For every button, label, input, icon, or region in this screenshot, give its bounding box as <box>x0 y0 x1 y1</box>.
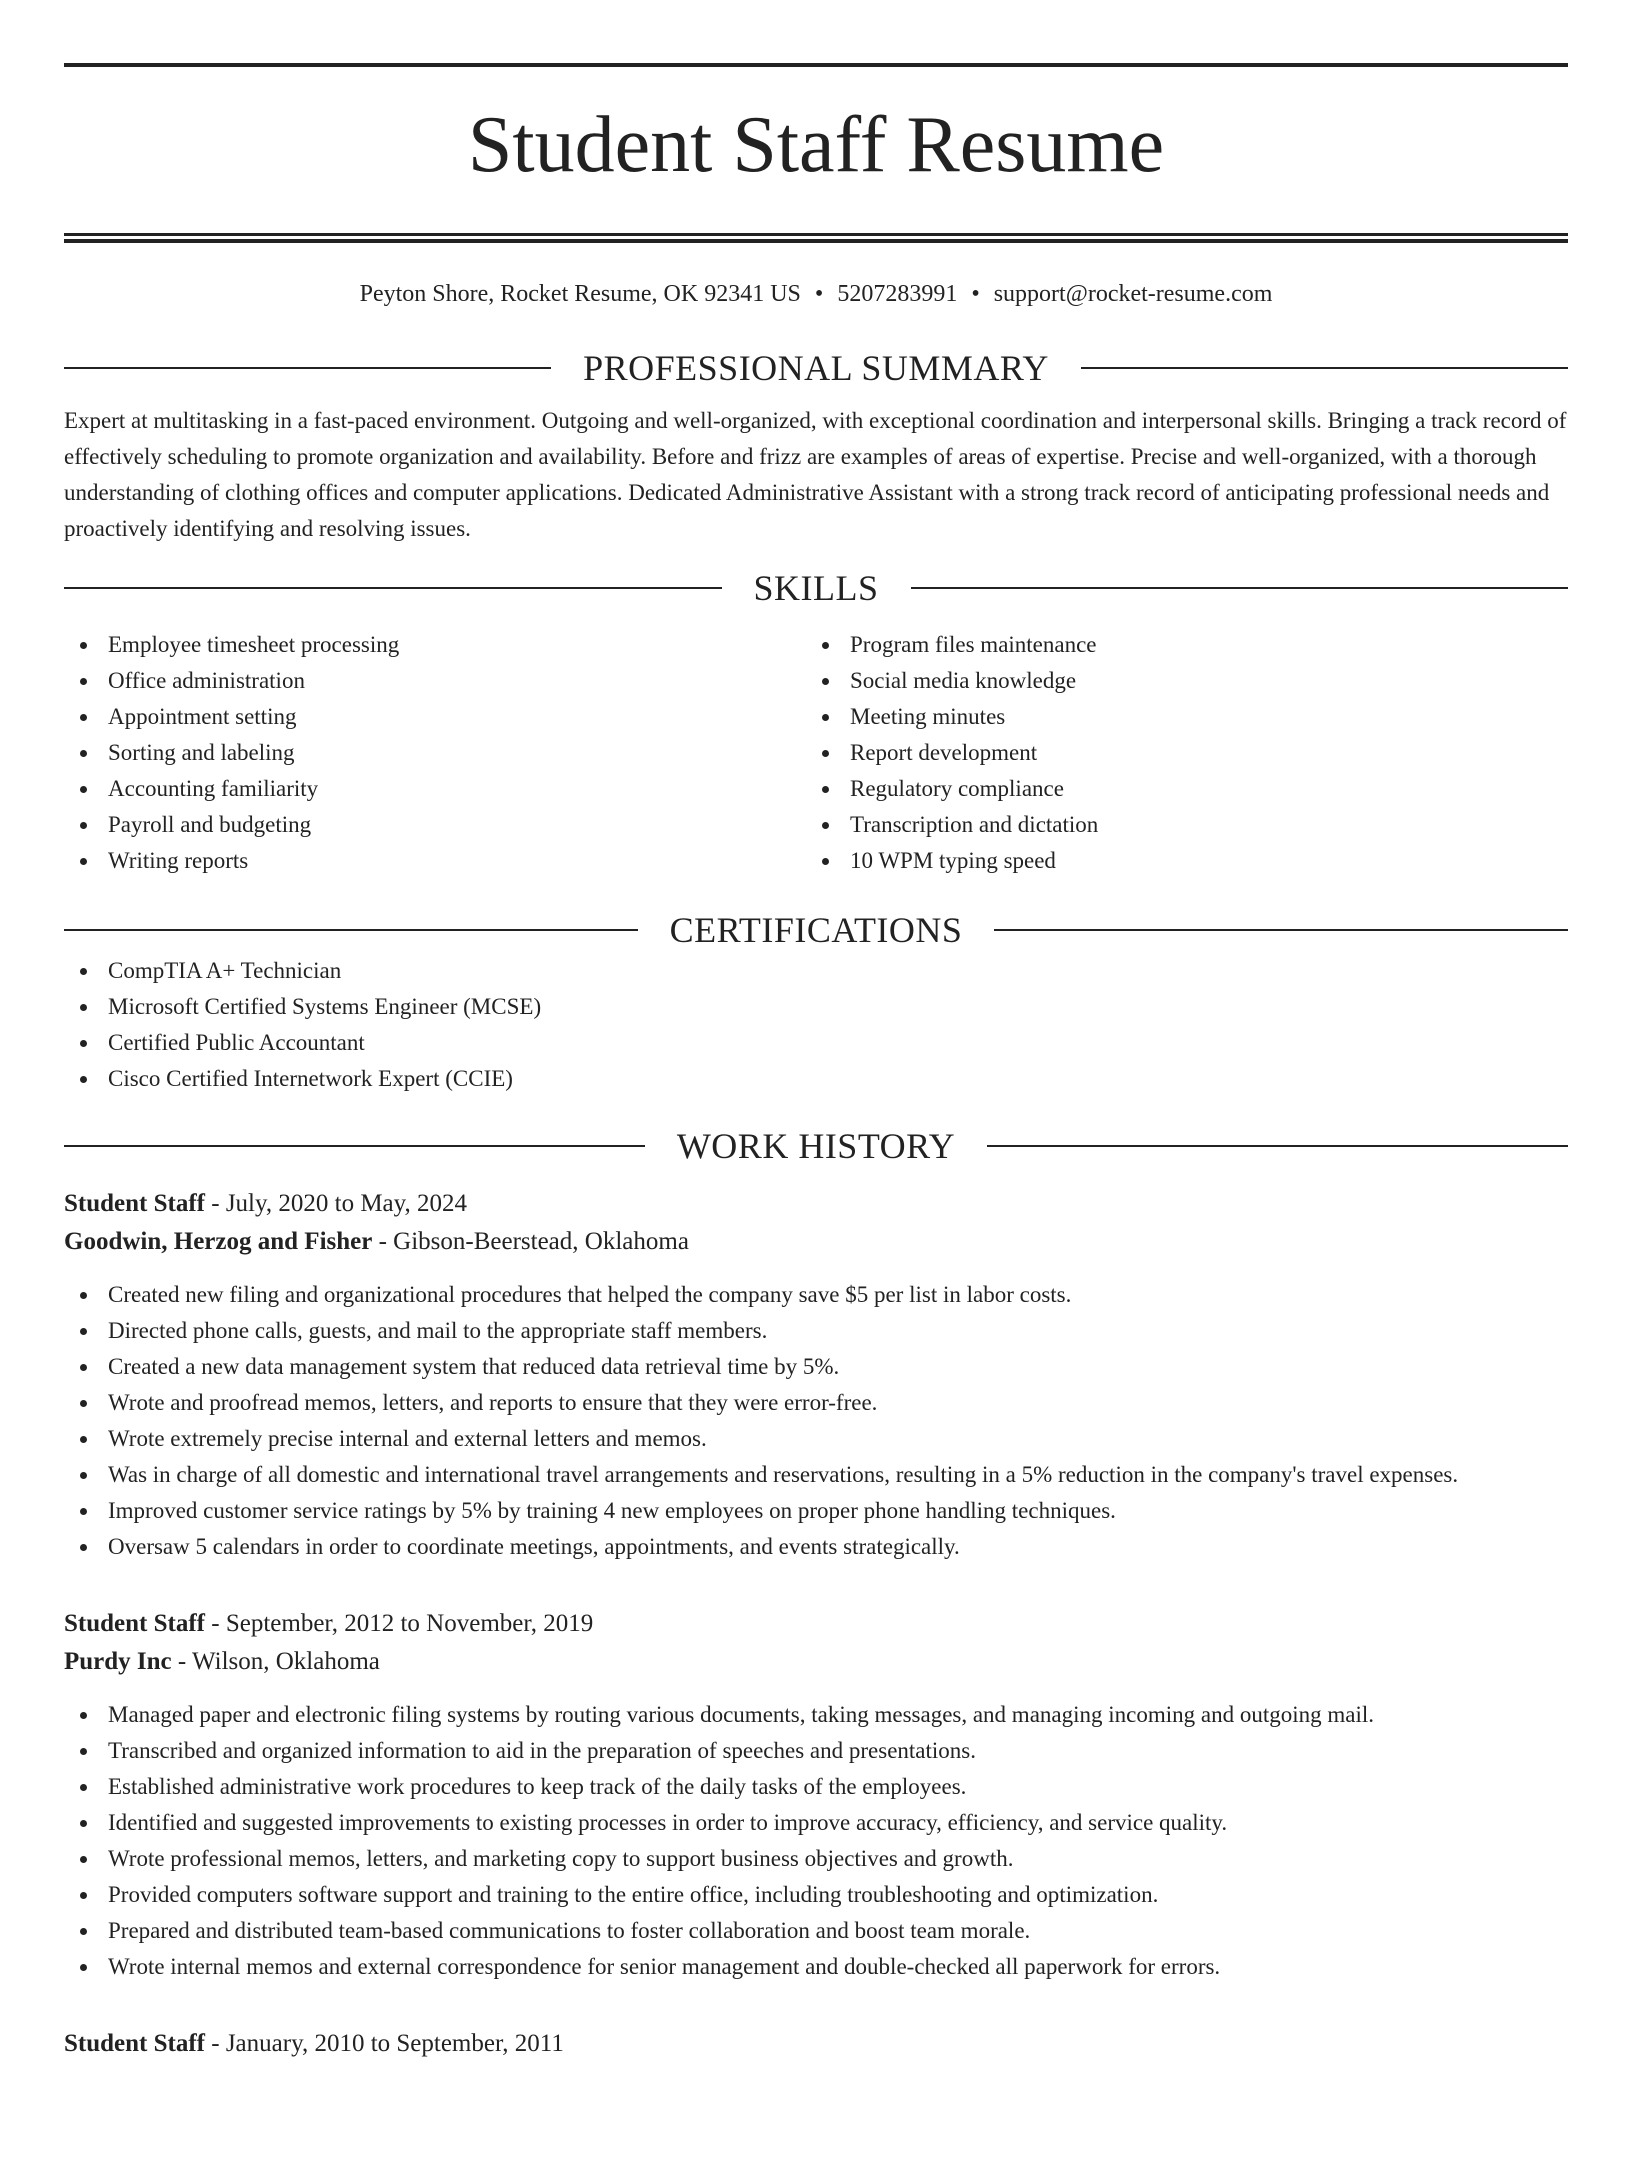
bullet-icon <box>822 678 829 685</box>
summary-text: Expert at multitasking in a fast-paced environment. Outgoing and well-organized, with exceptional coordination and interpersonal skills. Bringing a track record of effectively scheduling to promote organization and availability. Before and frizz are examples of areas of expertise. Precise and well-organized, with a thorough understanding of clothing offices and computer applications. Dedicated Administrative Assistant with a strong track record of anticipating professional needs and proactively identifying and resolving issues. <box>64 408 1567 541</box>
job-duty-item: Created new filing and organizational procedures that helped the company save $5 per list in labor costs. <box>64 1277 1568 1313</box>
resume-title: Student Staff Resume <box>467 101 1165 189</box>
skill-item: Transcription and dictation <box>806 807 1548 843</box>
skill-item: Writing reports <box>64 843 806 879</box>
job-duty-item: Wrote and proofread memos, letters, and reports to ensure that they were error-free. <box>64 1385 1568 1421</box>
resume-page <box>0 63 1632 2175</box>
contact-separator: • <box>971 281 980 307</box>
job-title: Student Staff <box>64 1610 205 1637</box>
bullet-icon <box>80 1076 87 1083</box>
contact-phone: 5207283991 <box>837 281 958 307</box>
job-dates: - September, 2012 to November, 2019 <box>205 1610 594 1637</box>
job-location: - Wilson, Oklahoma <box>171 1648 380 1675</box>
skills-left-column <box>64 627 806 879</box>
summary-section-heading <box>64 345 1568 391</box>
skills-section-heading <box>64 565 1568 611</box>
title-double-rule <box>64 233 1568 243</box>
bullet-icon <box>80 1892 87 1899</box>
skill-item: Sorting and labeling <box>64 735 806 771</box>
job-dates: - January, 2010 to September, 2011 <box>205 2030 564 2057</box>
skills-list-left <box>64 627 806 879</box>
job-duty-item: Wrote professional memos, letters, and marketing copy to support business objectives and growth. <box>64 1841 1568 1877</box>
bullet-icon <box>80 1748 87 1755</box>
contact-address: Peyton Shore, Rocket Resume, OK 92341 US <box>359 281 801 307</box>
bullet-icon <box>80 822 87 829</box>
job-title-line <box>64 1185 1568 1223</box>
skill-item: Office administration <box>64 663 806 699</box>
bullet-icon <box>80 1436 87 1443</box>
skills-right-column <box>806 627 1548 879</box>
section-title: SKILLS <box>753 568 879 608</box>
job-company-line <box>64 1643 1568 1681</box>
bullet-icon <box>80 858 87 865</box>
divider-line <box>994 929 1568 931</box>
contact-email: support@rocket-resume.com <box>993 281 1273 307</box>
job-entry <box>64 1605 1568 1985</box>
skill-item: Regulatory compliance <box>806 771 1548 807</box>
top-rule <box>64 63 1568 67</box>
divider-line <box>911 587 1569 589</box>
bullet-icon <box>80 1544 87 1551</box>
bullet-icon <box>80 1820 87 1827</box>
bullet-icon <box>80 1508 87 1515</box>
skills-columns <box>64 627 1568 879</box>
certifications-list <box>64 953 1568 1097</box>
certification-item: Microsoft Certified Systems Engineer (MCSE) <box>64 989 1568 1025</box>
bullet-icon <box>80 786 87 793</box>
certification-item: Certified Public Accountant <box>64 1025 1568 1061</box>
skill-item: Employee timesheet processing <box>64 627 806 663</box>
contact-separator: • <box>814 281 824 307</box>
bullet-icon <box>80 1292 87 1299</box>
job-duties-list <box>64 1697 1568 1985</box>
skills-list-right <box>806 627 1548 879</box>
job-title-line <box>64 1605 1568 1643</box>
contact-line <box>64 279 1568 309</box>
bullet-icon <box>80 1400 87 1407</box>
bullet-icon <box>80 642 87 649</box>
certification-item: CompTIA A+ Technician <box>64 953 1568 989</box>
bullet-icon <box>80 968 87 975</box>
job-duty-item: Prepared and distributed team-based communications to foster collaboration and boost team morale. <box>64 1913 1568 1949</box>
job-entry <box>64 1185 1568 1565</box>
divider-line <box>64 587 722 589</box>
section-title: CERTIFICATIONS <box>669 910 963 950</box>
bullet-icon <box>80 714 87 721</box>
job-title-line <box>64 2025 1568 2063</box>
job-dates: - July, 2020 to May, 2024 <box>205 1190 468 1217</box>
bullet-icon <box>80 1964 87 1971</box>
skill-item: Payroll and budgeting <box>64 807 806 843</box>
job-duty-item: Identified and suggested improvements to existing processes in order to improve accuracy, efficiency, and service quality. <box>64 1805 1568 1841</box>
job-duty-item: Provided computers software support and training to the entire office, including troubleshooting and optimization. <box>64 1877 1568 1913</box>
bullet-icon <box>822 750 829 757</box>
divider-line <box>1081 367 1568 369</box>
skill-item: Report development <box>806 735 1548 771</box>
job-duty-item: Wrote extremely precise internal and external letters and memos. <box>64 1421 1568 1457</box>
divider-line <box>64 929 638 931</box>
job-duty-item: Oversaw 5 calendars in order to coordinate meetings, appointments, and events strategically. <box>64 1529 1568 1565</box>
job-duty-item: Directed phone calls, guests, and mail to the appropriate staff members. <box>64 1313 1568 1349</box>
job-duty-item: Was in charge of all domestic and international travel arrangements and reservations, resulting in a 5% reduction in the company's travel expenses. <box>64 1457 1568 1493</box>
section-title: PROFESSIONAL SUMMARY <box>583 348 1049 388</box>
bullet-icon <box>822 714 829 721</box>
bullet-icon <box>80 1328 87 1335</box>
job-duty-item: Wrote internal memos and external correspondence for senior management and double-checked all paperwork for errors. <box>64 1949 1568 1985</box>
bullet-icon <box>822 858 829 865</box>
bullet-icon <box>822 822 829 829</box>
bullet-icon <box>80 1364 87 1371</box>
skill-item: Accounting familiarity <box>64 771 806 807</box>
skill-item: Program files maintenance <box>806 627 1548 663</box>
skill-item: Social media knowledge <box>806 663 1548 699</box>
bullet-icon <box>822 786 829 793</box>
bullet-icon <box>822 642 829 649</box>
certification-item: Cisco Certified Internetwork Expert (CCIE) <box>64 1061 1568 1097</box>
job-company-line <box>64 1223 1568 1261</box>
bullet-icon <box>80 1472 87 1479</box>
bullet-icon <box>80 1004 87 1011</box>
job-entry <box>64 2025 1568 2063</box>
skill-item: Appointment setting <box>64 699 806 735</box>
divider-line <box>987 1145 1568 1147</box>
bullet-icon <box>80 1928 87 1935</box>
divider-line <box>64 1145 645 1147</box>
bullet-icon <box>80 1784 87 1791</box>
job-duty-item: Established administrative work procedures to keep track of the daily tasks of the employees. <box>64 1769 1568 1805</box>
job-company: Goodwin, Herzog and Fisher <box>64 1228 373 1255</box>
bullet-icon <box>80 1856 87 1863</box>
work-history-section-heading <box>64 1123 1568 1169</box>
bullet-icon <box>80 1040 87 1047</box>
section-title: WORK HISTORY <box>676 1126 956 1166</box>
bullet-icon <box>80 1712 87 1719</box>
skill-item: Meeting minutes <box>806 699 1548 735</box>
job-duties-list <box>64 1277 1568 1565</box>
certifications-section-heading <box>64 907 1568 953</box>
job-duty-item: Transcribed and organized information to aid in the preparation of speeches and presentations. <box>64 1733 1568 1769</box>
job-duty-item: Improved customer service ratings by 5% by training 4 new employees on proper phone handling techniques. <box>64 1493 1568 1529</box>
bullet-icon <box>80 678 87 685</box>
bullet-icon <box>80 750 87 757</box>
job-duty-item: Managed paper and electronic filing systems by routing various documents, taking messages, and managing incoming and outgoing mail. <box>64 1697 1568 1733</box>
job-location: - Gibson-Beerstead, Oklahoma <box>372 1228 689 1255</box>
job-duty-item: Created a new data management system that reduced data retrieval time by 5%. <box>64 1349 1568 1385</box>
job-company: Purdy Inc <box>64 1648 172 1675</box>
job-title: Student Staff <box>64 1190 205 1217</box>
divider-line <box>64 367 551 369</box>
job-title: Student Staff <box>64 2030 205 2057</box>
skill-item: 10 WPM typing speed <box>806 843 1548 879</box>
